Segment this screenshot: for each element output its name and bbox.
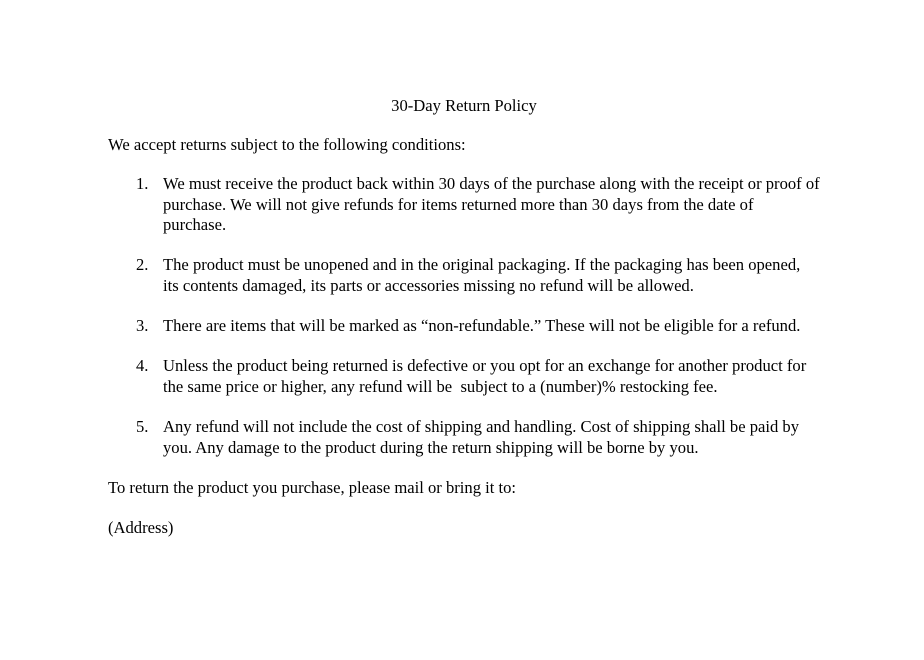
condition-number: 1. [136, 174, 149, 194]
condition-item-4 [108, 356, 820, 397]
condition-item-1 [108, 174, 820, 236]
condition-text: We must receive the product back within 30 days of the purchase along with the receipt or proof of purchase. We will not give refunds for items returned more than 30 days from the date of purchase. [163, 174, 820, 235]
address-placeholder: (Address) [108, 518, 174, 538]
condition-text: There are items that will be marked as “non-refundable.” These will not be eligible for a refund. [163, 316, 801, 336]
intro-paragraph: We accept returns subject to the following conditions: [108, 134, 466, 154]
condition-text: Unless the product being returned is defective or you opt for an exchange for another product for the same price or higher, any refund will be subject to a (number)% restocking fee. [163, 356, 811, 396]
condition-number: 2. [136, 255, 149, 275]
document-title: 30-Day Return Policy [391, 96, 537, 115]
condition-text: Any refund will not include the cost of shipping and handling. Cost of shipping shall be paid by you. Any damage to the product during the return shipping will be borne by you. [163, 416, 800, 457]
document-page [108, 96, 820, 539]
closing-paragraph: To return the product you purchase, please mail or bring it to: [108, 477, 517, 497]
condition-item-5 [108, 417, 820, 458]
condition-number: 4. [136, 356, 149, 376]
condition-item-2 [108, 255, 820, 296]
condition-number: 5. [136, 416, 149, 436]
condition-item-3 [108, 316, 820, 337]
condition-number: 3. [136, 316, 149, 336]
conditions-list [108, 174, 820, 458]
condition-text: The product must be unopened and in the original packaging. If the packaging has been opened, its contents damaged, its parts or accessories missing no refund will be allowed. [163, 255, 801, 296]
